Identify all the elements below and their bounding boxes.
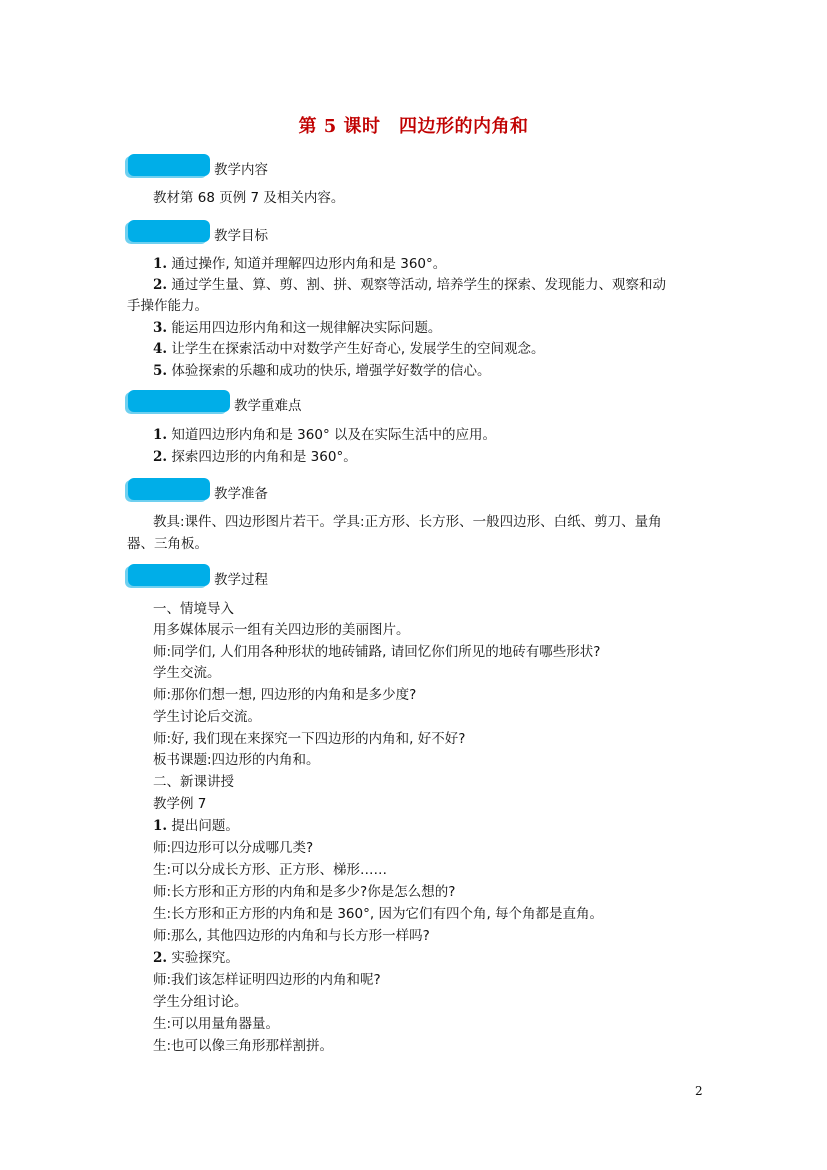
item-number: 2. <box>153 950 168 966</box>
text-line: 用多媒体展示一组有关四边形的美丽图片。 <box>153 622 410 638</box>
list-item <box>153 320 441 336</box>
item-text: 实验探究。 <box>167 950 239 966</box>
item-text: 通过学生量、算、剪、割、拼、观察等活动, 培养学生的探索、发现能力、观察和动 <box>167 277 666 293</box>
text-line: 学生分组讨论。 <box>153 994 248 1010</box>
text-line: 学生交流。 <box>153 665 221 681</box>
item-number: 2. <box>153 449 168 465</box>
item-number: 1. <box>153 427 168 443</box>
text-line: 教学例 7 <box>153 796 207 812</box>
text-line: 学生讨论后交流。 <box>153 709 261 725</box>
section-marker <box>128 220 210 242</box>
text-line: 教具:课件、四边形图片若干。学具:正方形、长方形、一般四边形、白纸、剪刀、量角 <box>153 514 662 530</box>
item-text: 知道四边形内角和是 360° 以及在实际生活中的应用。 <box>167 427 496 443</box>
text-line: 师:我们该怎样证明四边形的内角和呢? <box>153 972 381 988</box>
text-line: 生:长方形和正方形的内角和是 360°, 因为它们有四个角, 每个角都是直角。 <box>153 906 604 922</box>
text-line: 二、新课讲授 <box>153 774 234 790</box>
section-marker <box>128 564 210 586</box>
item-text: 体验探索的乐趣和成功的快乐, 增强学好数学的信心。 <box>167 363 491 379</box>
item-number: 1. <box>153 818 168 834</box>
text-line: 师:四边形可以分成哪几类? <box>153 840 314 856</box>
text-line: 一、情境导入 <box>153 601 234 617</box>
text-line: 师:那么, 其他四边形的内角和与长方形一样吗? <box>153 928 430 944</box>
text-line: 生:也可以像三角形那样割拼。 <box>153 1038 334 1054</box>
item-number: 4. <box>153 341 168 357</box>
list-item <box>153 256 446 272</box>
item-number: 3. <box>153 320 168 336</box>
text-line: 生:可以用量角器量。 <box>153 1016 280 1032</box>
page-title: 第 5 课时 四边形的内角和 <box>298 116 529 137</box>
item-text: 通过操作, 知道并理解四边形内角和是 360°。 <box>167 256 447 272</box>
text-line: 师:好, 我们现在来探究一下四边形的内角和, 好不好? <box>153 731 466 747</box>
text-line: 教材第 68 页例 7 及相关内容。 <box>153 190 345 206</box>
section-label: 教学目标 <box>214 228 268 244</box>
section-label: 教学过程 <box>214 572 268 588</box>
list-item <box>153 363 490 379</box>
item-text: 能运用四边形内角和这一规律解决实际问题。 <box>167 320 442 336</box>
list-item <box>153 449 357 465</box>
item-number: 5. <box>153 363 168 379</box>
section-label: 教学重难点 <box>234 398 302 414</box>
section-label: 教学准备 <box>214 486 268 502</box>
section-label: 教学内容 <box>214 162 268 178</box>
text-line: 器、三角板。 <box>127 536 208 552</box>
list-item <box>153 427 496 443</box>
item-number: 2. <box>153 277 168 293</box>
text-line: 板书课题:四边形的内角和。 <box>153 752 320 768</box>
text-line: 师:长方形和正方形的内角和是多少?你是怎么想的? <box>153 884 456 900</box>
item-text: 让学生在探索活动中对数学产生好奇心, 发展学生的空间观念。 <box>167 341 545 357</box>
list-item <box>153 818 239 834</box>
text-line: 手操作能力。 <box>127 298 208 314</box>
section-marker <box>128 390 230 412</box>
list-item <box>153 277 666 293</box>
item-text: 提出问题。 <box>167 818 239 834</box>
text-line: 师:那你们想一想, 四边形的内角和是多少度? <box>153 687 417 703</box>
text-line: 师:同学们, 人们用各种形状的地砖铺路, 请回忆你们所见的地砖有哪些形状? <box>153 644 601 660</box>
section-marker <box>128 154 210 176</box>
list-item <box>153 341 544 357</box>
text-line: 生:可以分成长方形、正方形、梯形…… <box>153 862 388 878</box>
list-item <box>153 950 239 966</box>
section-marker <box>128 478 210 500</box>
item-text: 探索四边形的内角和是 360°。 <box>167 449 357 465</box>
item-number: 1. <box>153 256 168 272</box>
page-number: 2 <box>695 1084 703 1098</box>
